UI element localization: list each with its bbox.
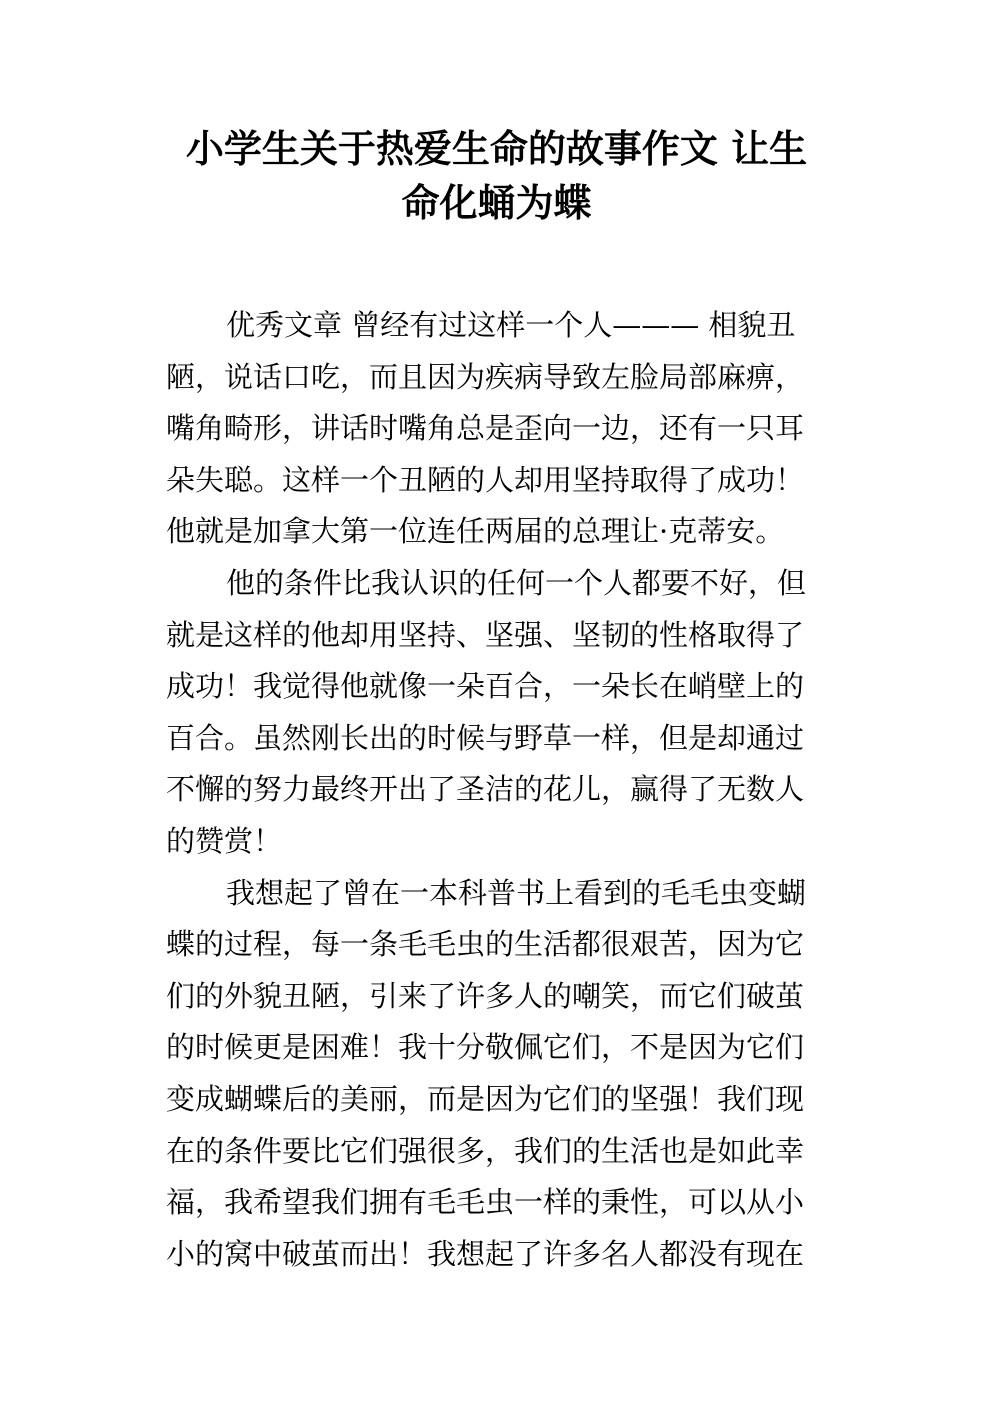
paragraph-line: 不懈的努力最终开出了圣洁的花儿，赢得了无数人 (166, 772, 805, 807)
paragraph-line: 朵失聪。这样一个丑陋的人却用坚持取得了成功！ (166, 462, 805, 497)
paragraph-line: 他就是加拿大第一位连任两届的总理让·克蒂安。 (166, 514, 785, 549)
paragraph-line: 成功！我觉得他就像一朵百合，一朵长在峭壁上的 (166, 669, 805, 704)
paragraph-line: 就是这样的他却用坚持、坚强、坚韧的性格取得了 (166, 617, 805, 652)
paragraph-line: 变成蝴蝶后的美丽，而是因为它们的坚强！我们现 (166, 1081, 805, 1116)
paragraph-line: 的时候更是困难！我十分敬佩它们，不是因为它们 (166, 1030, 805, 1065)
title-line: 命化蛹为蝶 (401, 181, 592, 225)
paragraph-line: 的赞赏！ (166, 823, 283, 858)
paragraph-line: 百合。虽然刚长出的时候与野草一样，但是却通过 (166, 720, 805, 755)
paragraph-line: 福，我希望我们拥有毛毛虫一样的秉性，可以从小 (166, 1185, 805, 1220)
paragraph-line: 陋，说话口吃，而且因为疾病导致左脸局部麻痹， (166, 359, 805, 394)
document-body (166, 300, 831, 1280)
paragraph-line: 在的条件要比它们强很多，我们的生活也是如此幸 (166, 1133, 805, 1168)
title-line: 小学生关于热爱生命的故事作文 让生 (185, 127, 808, 171)
paragraph-line: 嘴角畸形，讲话时嘴角总是歪向一边，还有一只耳 (166, 411, 805, 446)
paragraph-line: 小的窝中破茧而出！我想起了许多名人都没有现在 (166, 1236, 805, 1271)
paragraph-line: 蝶的过程，每一条毛毛虫的生活都很艰苦，因为它 (166, 927, 805, 962)
document-title (160, 122, 833, 230)
paragraph-line: 们的外貌丑陋，引来了许多人的嘲笑，而它们破茧 (166, 978, 805, 1013)
paragraph-first-line: 他的条件比我认识的任何一个人都要不好，但 (226, 565, 807, 600)
paragraph-first-line: 我想起了曾在一本科普书上看到的毛毛虫变蝴 (226, 875, 807, 910)
paragraph-first-line: 优秀文章 曾经有过这样一个人——— 相貌丑 (226, 308, 796, 342)
